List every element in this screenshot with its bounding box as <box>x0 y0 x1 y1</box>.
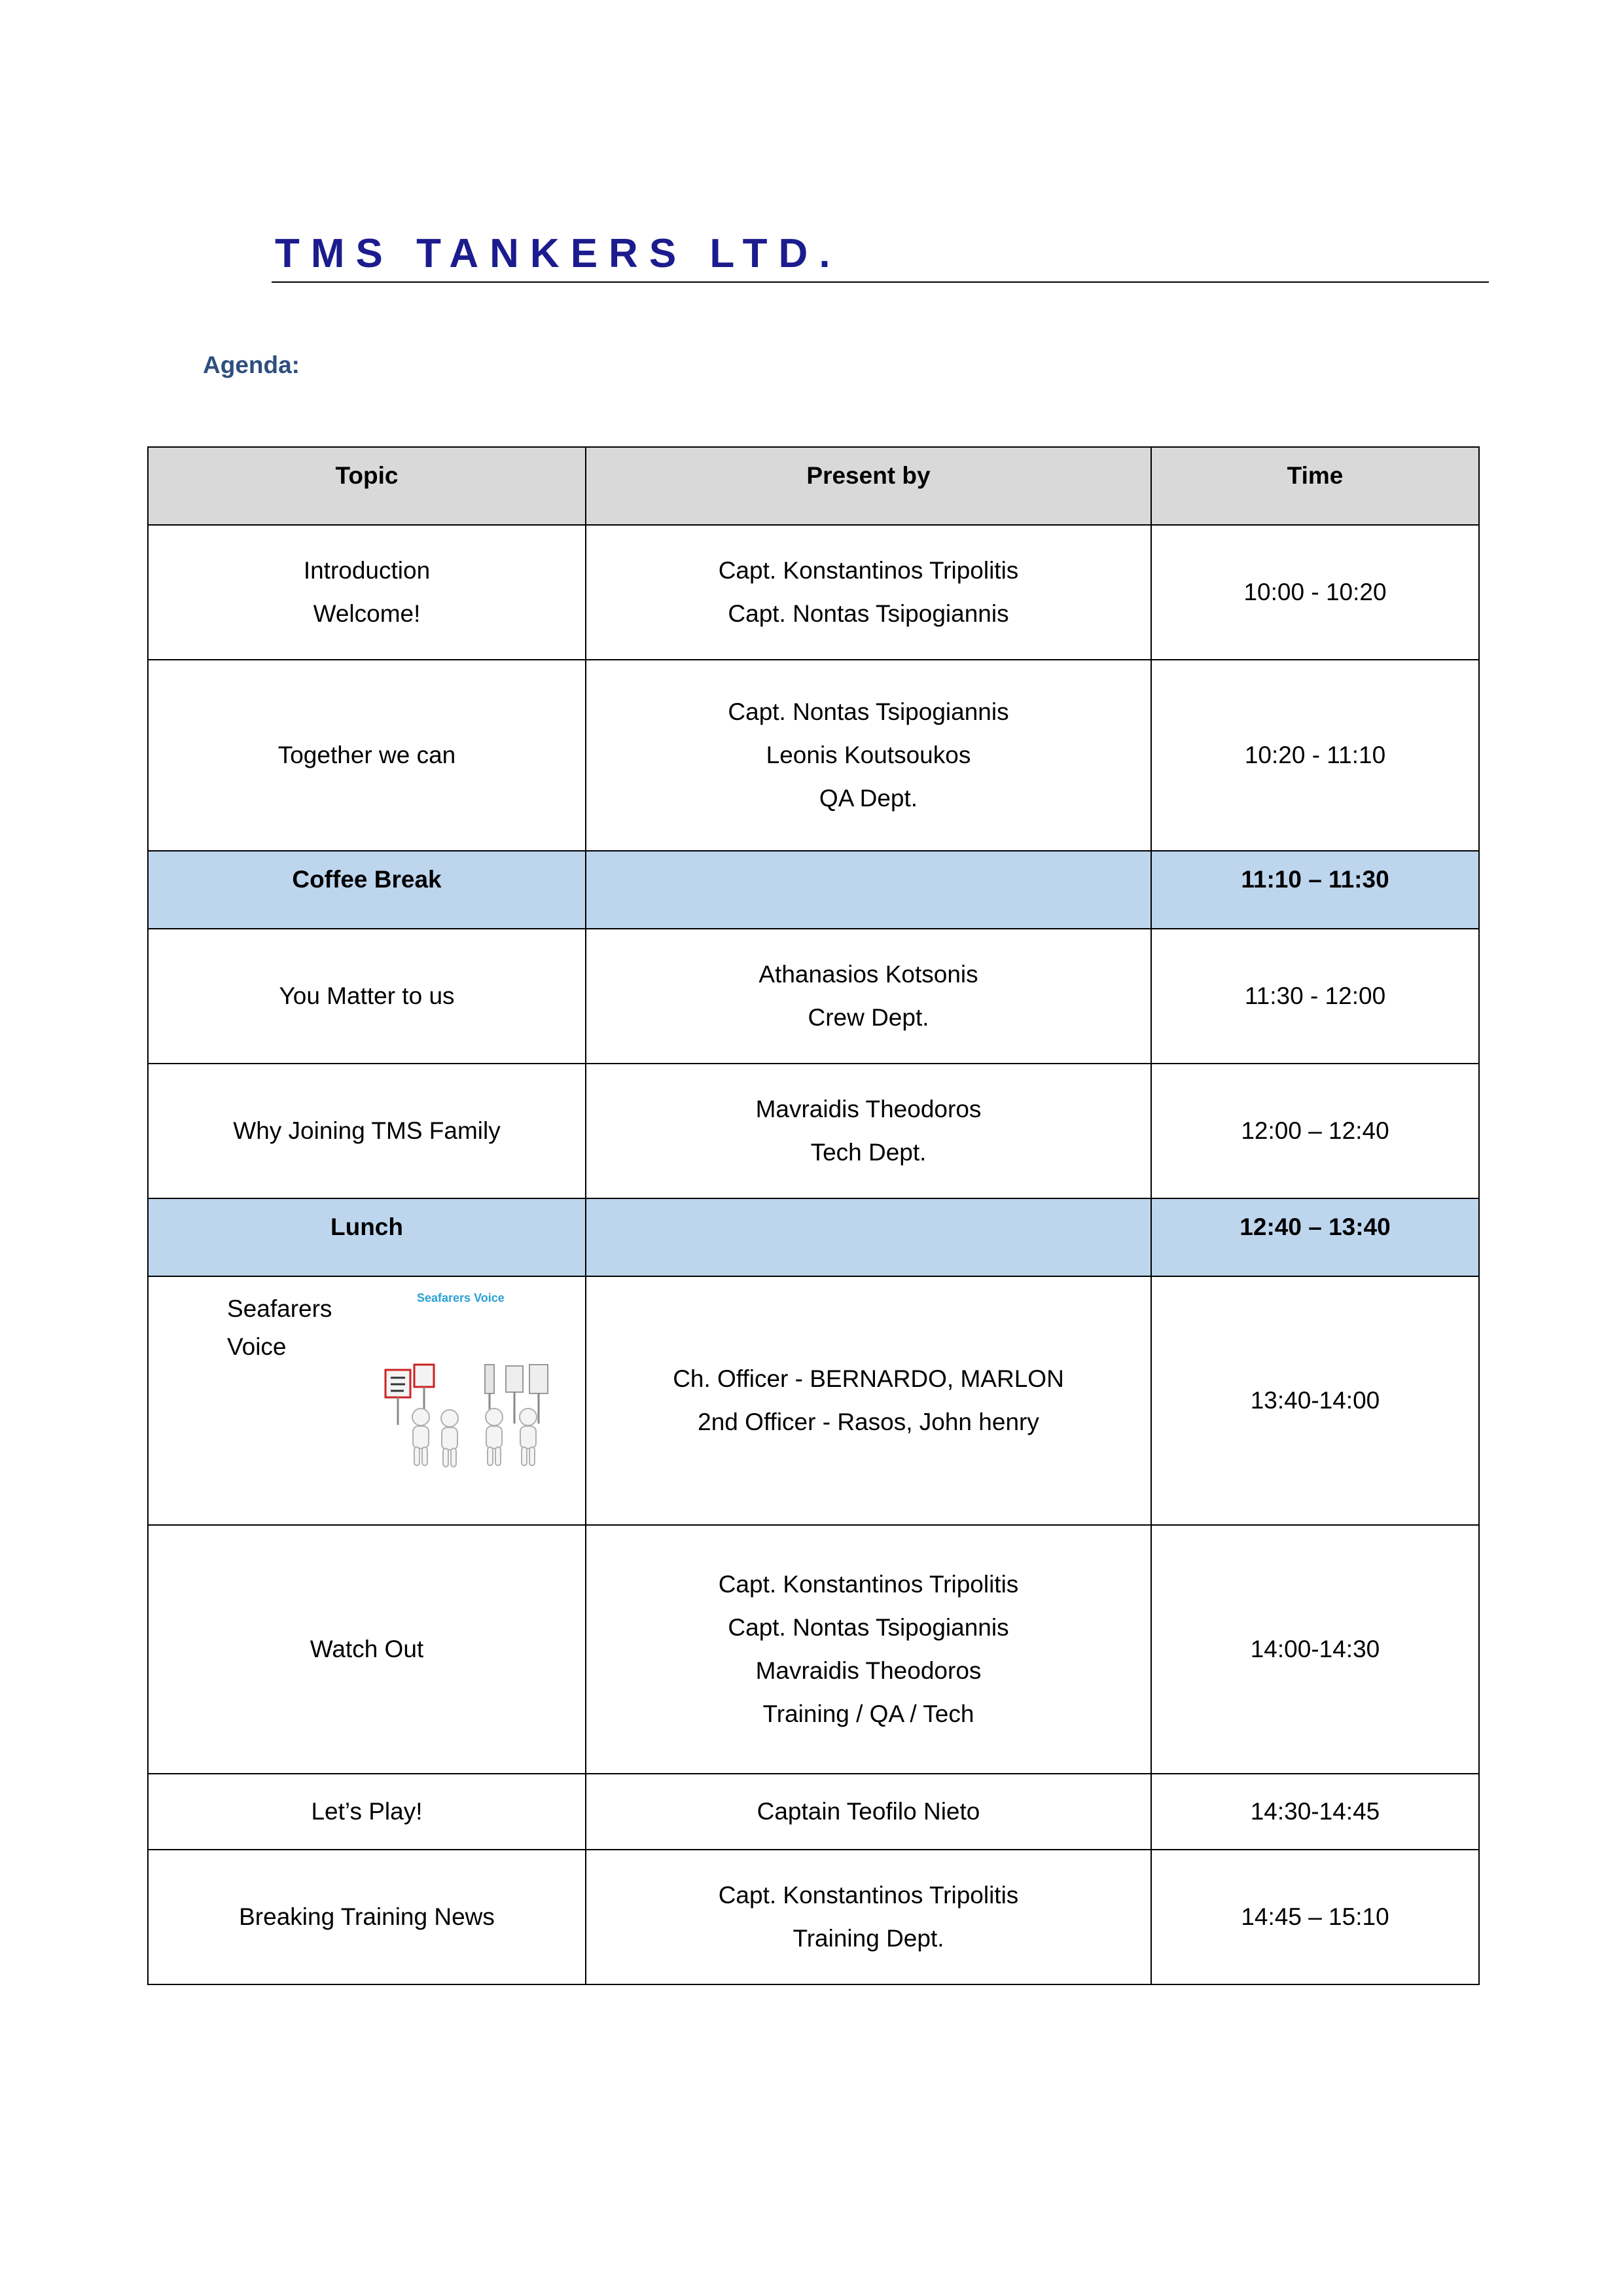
presenter-line: Crew Dept. <box>808 1004 929 1031</box>
time-cell: 13:40-14:00 <box>1151 1276 1479 1525</box>
presenter-cell <box>586 1850 1151 1984</box>
presenter-line: Capt. Konstantinos Tripolitis <box>718 1882 1019 1909</box>
presenter-cell <box>586 929 1151 1064</box>
table-row <box>148 1525 1479 1774</box>
presenter-line: QA Dept. <box>819 785 918 812</box>
time-cell: 14:30-14:45 <box>1151 1774 1479 1850</box>
presenter-cell <box>586 525 1151 660</box>
column-header-topic: Topic <box>148 447 586 525</box>
topic-line: Welcome! <box>313 600 421 627</box>
topic-line: Introduction <box>303 557 431 584</box>
presenter-cell: Captain Teofilo Nieto <box>586 1774 1151 1850</box>
topic-text <box>227 1290 332 1366</box>
presenter-cell <box>586 1276 1151 1525</box>
topic-line: Voice <box>227 1333 287 1360</box>
time-cell: 10:20 - 11:10 <box>1151 660 1479 851</box>
time-cell: 11:30 - 12:00 <box>1151 929 1479 1064</box>
topic-cell: Let’s Play! <box>148 1774 586 1850</box>
table-row <box>148 929 1479 1064</box>
time-cell: 12:40 – 13:40 <box>1151 1198 1479 1276</box>
topic-cell: You Matter to us <box>148 929 586 1064</box>
topic-cell: Together we can <box>148 660 586 851</box>
topic-cell: Lunch <box>148 1198 586 1276</box>
people-with-signs-illustration <box>378 1362 574 1480</box>
presenter-line: Training Dept. <box>793 1925 944 1952</box>
presenter-line: Capt. Nontas Tsipogiannis <box>728 600 1009 627</box>
break-row <box>148 851 1479 929</box>
presenter-line: Mavraidis Theodoros <box>755 1657 982 1684</box>
presenter-line: Tech Dept. <box>810 1139 927 1166</box>
presenter-line: Capt. Nontas Tsipogiannis <box>728 698 1009 725</box>
presenter-cell <box>586 1525 1151 1774</box>
topic-line: Seafarers <box>227 1295 332 1322</box>
agenda-label: Agenda: <box>203 351 300 378</box>
topic-cell: Why Joining TMS Family <box>148 1064 586 1198</box>
table-row <box>148 525 1479 660</box>
time-cell: 10:00 - 10:20 <box>1151 525 1479 660</box>
column-header-time: Time <box>1151 447 1479 525</box>
presenter-cell <box>586 660 1151 851</box>
presenter-line: Ch. Officer - BERNARDO, MARLON <box>673 1365 1064 1392</box>
presenter-line: Leonis Koutsoukos <box>766 742 971 768</box>
topic-cell <box>148 525 586 660</box>
table-header-row <box>148 447 1479 525</box>
presenter-line: Capt. Nontas Tsipogiannis <box>728 1614 1009 1641</box>
seafarers-voice-logo: Seafarers Voice <box>417 1291 505 1304</box>
table-row <box>148 1774 1479 1850</box>
topic-cell: Breaking Training News <box>148 1850 586 1984</box>
table-row <box>148 1276 1479 1525</box>
table-row <box>148 660 1479 851</box>
presenter-line: Capt. Konstantinos Tripolitis <box>718 1571 1019 1598</box>
break-row <box>148 1198 1479 1276</box>
presenter-line: Mavraidis Theodoros <box>755 1096 982 1122</box>
table-row <box>148 1850 1479 1984</box>
topic-cell <box>148 1276 586 1525</box>
presenter-cell <box>586 1198 1151 1276</box>
time-cell: 14:00-14:30 <box>1151 1525 1479 1774</box>
column-header-present-by: Present by <box>586 447 1151 525</box>
presenter-line: 2nd Officer - Rasos, John henry <box>698 1408 1039 1435</box>
company-title: TMS TANKERS LTD. <box>275 231 842 276</box>
table-row <box>148 1064 1479 1198</box>
title-divider <box>272 281 1489 283</box>
time-cell: 14:45 – 15:10 <box>1151 1850 1479 1984</box>
presenter-line: Capt. Konstantinos Tripolitis <box>718 557 1019 584</box>
time-cell: 12:00 – 12:40 <box>1151 1064 1479 1198</box>
presenter-line: Training / QA / Tech <box>762 1700 974 1727</box>
agenda-table <box>147 446 1480 1985</box>
presenter-line: Athanasios Kotsonis <box>758 961 978 988</box>
topic-cell: Watch Out <box>148 1525 586 1774</box>
presenter-cell <box>586 851 1151 929</box>
topic-cell: Coffee Break <box>148 851 586 929</box>
presenter-cell <box>586 1064 1151 1198</box>
time-cell: 11:10 – 11:30 <box>1151 851 1479 929</box>
